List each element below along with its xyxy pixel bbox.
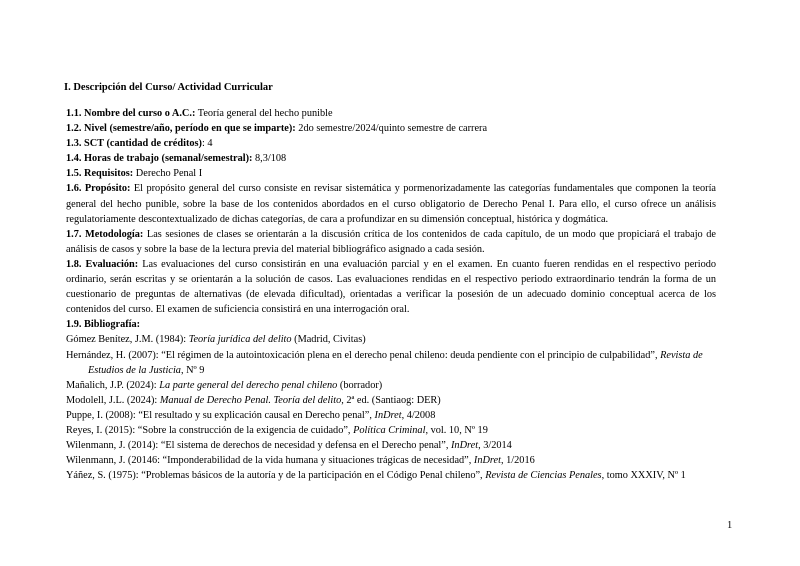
bib-text: Wilenmann, J. (2014): “El sistema de derechos de necesidad y defensa en el Derecho penal”,: [66, 440, 451, 452]
field-label: 1.7. Metodología:: [66, 228, 144, 240]
bibliography-entry: [66, 453, 716, 468]
bibliography-entry: [66, 378, 716, 393]
field-value: 8,3/108: [252, 153, 287, 165]
bib-text: (borrador): [337, 379, 383, 391]
field-level: [66, 121, 716, 136]
bib-text: , vol. 10, Nº 19: [425, 424, 488, 436]
bib-title: InDret: [374, 409, 402, 421]
bib-text: Reyes, I. (2015): “Sobre la construcción de la exigencia de cuidado”,: [66, 424, 354, 436]
bib-text: Puppe, I. (2008): “El resultado y su explicación causal en Derecho penal”,: [66, 409, 375, 421]
bibliography-entry: [66, 393, 716, 408]
field-credits: [66, 136, 716, 151]
field-value: El propósito general del curso consiste en revisar sistemática y pormenorizadamente las categorías fundamentales que componen la teoría general del hecho punible, sobre la base de los contenidos abordados en el curso obligatorio de Derecho Penal I. Para ello, el curso ofrece un análisis regulatoriamente descontextualizado de dichas categorías, de cara a profundizar en su dimensión conceptual, histórica y dogmática.: [66, 183, 717, 225]
field-label: 1.6. Propósito:: [66, 183, 131, 195]
field-requirements: [66, 166, 716, 181]
field-purpose: [66, 181, 716, 226]
bib-text: (Madrid, Civitas): [291, 334, 366, 346]
bib-title: InDret: [451, 440, 479, 452]
bibliography-entry: [66, 438, 716, 453]
field-value: 2do semestre/2024/quinto semestre de carrera: [295, 123, 488, 135]
field-value: Las evaluaciones del curso consistirán en una evaluación parcial y en el examen. En cuanto fueren rendidas en el respectivo periodo ordinario, serán escritas y se orientarán a la solución de casos. Las evaluaciones rendidas en el respectivo periodo extraordinario tendrán la forma de un cuestionario de preguntas de alternativas (de elevada dificultad), orientadas a verificar la posesión de un adecuado dominio conceptual acerca de los contenidos del curso. El examen de suficiencia consistirá en una interrogación oral.: [66, 258, 717, 316]
bibliography-entry: [66, 348, 716, 378]
field-label: 1.5. Requisitos:: [66, 168, 134, 180]
field-label: 1.2. Nivel (semestre/año, período en que se imparte):: [66, 123, 296, 135]
field-value: : 4: [201, 138, 213, 150]
course-description: [66, 106, 716, 483]
bib-title: Teoría jurídica del delito: [188, 334, 292, 346]
bibliography-heading: [66, 317, 716, 332]
field-evaluation: [66, 257, 716, 317]
field-label: 1.4. Horas de trabajo (semanal/semestral):: [66, 153, 253, 165]
section-heading: I. Descripción del Curso/ Actividad Curricular: [64, 82, 273, 93]
bibliography-entry: [66, 408, 716, 423]
bib-title: Política Criminal: [353, 424, 426, 436]
bib-text: Gómez Benítez, J.M. (1984):: [66, 334, 189, 346]
bib-text: Yáñez, S. (1975): “Problemas básicos de la autoría y de la participación en el Código Penal chileno”,: [66, 470, 486, 482]
page-number: 1: [727, 520, 733, 531]
field-label: 1.8. Evaluación:: [66, 258, 139, 270]
bib-title: InDret: [473, 455, 501, 467]
bib-title: La parte general del derecho penal chileno: [159, 379, 338, 391]
field-hours: [66, 151, 716, 166]
bib-title: Revista de Ciencias Penales: [485, 470, 602, 482]
bib-text: Wilenmann, J. (20146: “Imponderabilidad de la vida humana y situaciones trágicas de necesidad”,: [66, 455, 474, 467]
bib-text: Hernández, H. (2007): “El régimen de la autointoxicación plena en el derecho penal chileno: deuda pendiente con el principio de culpabilidad”,: [66, 349, 661, 361]
bibliography-entry: [66, 423, 716, 438]
bibliography-entry: [66, 468, 716, 483]
bib-text: , 1/2016: [500, 455, 535, 467]
bib-text: , Nº 9: [180, 364, 205, 376]
bib-text: , 4/2008: [401, 409, 436, 421]
field-value: Derecho Penal I: [133, 168, 203, 180]
bibliography-entry: [66, 332, 716, 347]
field-label: 1.1. Nombre del curso o A.C.:: [66, 108, 196, 119]
field-value: Teoría general del hecho punible: [195, 108, 333, 119]
field-value: Las sesiones de clases se orientarán a la discusión crítica de los contenidos de cada capítulo, de un modo que propiciará el trabajo de análisis de casos y sobre la base de la lectura previa del material bibliográfico asignado a cada sesión.: [66, 228, 717, 255]
bib-text: , tomo XXXIV, Nº 1: [601, 470, 686, 482]
bib-title: Revista de Estudios de la Justicia: [88, 349, 703, 376]
bib-title: Manual de Derecho Penal. Teoría del delito: [159, 394, 342, 406]
field-course-name: [66, 106, 716, 121]
bib-text: Mañalich, J.P. (2024):: [66, 379, 160, 391]
bib-text: , 2ª ed. (Santiaog: DER): [341, 394, 441, 406]
bibliography-label: 1.9. Bibliografía:: [66, 319, 141, 331]
bib-text: Modolell, J.L. (2024):: [66, 394, 160, 406]
bib-text: , 3/2014: [478, 440, 512, 452]
field-label: 1.3. SCT (cantidad de créditos): [66, 138, 202, 150]
field-methodology: [66, 227, 716, 257]
